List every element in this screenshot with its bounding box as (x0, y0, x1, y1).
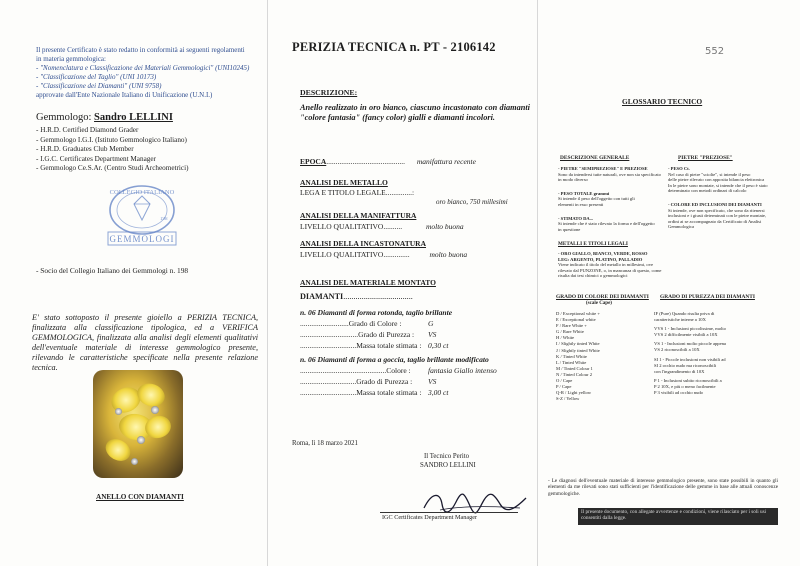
group1-label: ...............................Grado di Purezza : (300, 330, 415, 339)
intro-line: - "Nomenclatura e Classificazione dei Materiali Gemmologici" (UNI10245) (36, 64, 250, 72)
gemmologist-heading (36, 112, 173, 123)
glossary-line: Si intende che è stato rilevato la forma e dell'oggetto (558, 221, 655, 227)
color-grade-row: F / Rare White + (556, 323, 587, 329)
seal-top-text: COLLEGIO ITALIANO (109, 189, 175, 196)
group2-title: n. 06 Diamanti di forma a goccia, taglio brillante modificato (300, 355, 489, 364)
setting-row (300, 250, 467, 259)
color-grade-row: N / Tinted Colour 2 (556, 371, 592, 377)
intro-line: in materia gemmologica: (36, 55, 106, 63)
group2-label: ..............................Grado di Purezza : (300, 377, 413, 386)
group1-value: G (428, 319, 434, 328)
manufacture-sub: LIVELLO QUALITATIVO.......... (300, 222, 403, 231)
setting-sub: LIVELLO QUALITATIVO.............. (300, 250, 410, 259)
group1-title: n. 06 Diamanti di forma rotonda, taglio brillante (300, 308, 453, 317)
color-grade-row: M / Tinted Colour 1 (556, 365, 593, 371)
glossary-line: METALLI E TITOLI LEGALI (558, 241, 628, 248)
color-grade-list (556, 311, 666, 402)
group1-value: VS (428, 330, 437, 339)
purity-grade-row: VVS 1 - Inclusioni piccolissime, molto (654, 326, 726, 332)
glossary-line: rilevato dal PUNZONE, o, in mancanza di questo, come (558, 267, 662, 273)
diamonds-dots: .................................. (343, 292, 413, 301)
gemmologist-name: Sandro LELLINI (94, 112, 173, 123)
group1-label: ..............................Massa totale stimata : (300, 341, 422, 350)
glossary-col1-title: DESCRIZIONE GENERALE (560, 155, 630, 161)
credentials-list (36, 126, 189, 174)
color-grade-row: G / Rare White (556, 329, 584, 335)
group2-value: fantasia Giallo intenso (428, 366, 497, 375)
group1-row (300, 330, 530, 339)
glossary-line: - COLORE ED INCLUSIONI DEI DIAMANTI (668, 201, 762, 207)
collegio-seal-stamp (98, 182, 186, 248)
purity-grade-row: con l'ingrandimento di 10X (654, 368, 705, 374)
signature-caption: IGC Certificates Department Manager (382, 514, 478, 521)
purity-grade-row: P 2 10X, e più o meno facilmente (654, 383, 716, 389)
glossary-line: in modo diverso (558, 177, 588, 183)
glossary-line: Si intende, ove non specificato, che sono da ritenersi (668, 207, 765, 213)
glossary-line: LEG: ARGENTO, PLATINO, PALLADIO (558, 256, 643, 262)
manufacture-value: molto buona (425, 222, 464, 231)
intro-line: Il presente Certificato è stato redatto in conformità ai seguenti regolamenti (36, 46, 245, 54)
glossary-line: Sono da intendersi tutte naturali, ove non sia specificato (558, 171, 661, 177)
glossary-line: determinato con metodi ordinari di calcolo (668, 188, 747, 194)
glossary-col2 (668, 166, 774, 230)
epoch-dots: .......................................... (326, 157, 405, 166)
handwritten-number: 552 (705, 46, 725, 57)
purity-grade-row: VS 2 riconoscibili a 10X (654, 347, 700, 353)
glossary-line: - ORO GIALLO, BIANCO, VERDE, ROSSO (558, 250, 648, 256)
metal-label: ANALISI DEL METALLO (300, 178, 388, 187)
technician-title: Il Tecnico Perito (424, 453, 470, 460)
fold-line-left (267, 0, 268, 566)
metal-value: oro bianco, 750 millesimi (436, 198, 508, 206)
color-grade-row: K / Tinted White (556, 353, 587, 359)
glossary-line: Si intende il peso dell'oggetto con tutti gli (558, 196, 635, 202)
metal-sub: LEGA E TITOLO LEGALE..............: (300, 188, 415, 197)
glossary-line: - PIETRE "SEMIPREZIOSE" E PREZIOSE (558, 166, 648, 171)
group1-row (300, 319, 530, 328)
credential-item: - Gemmologo Ce.S.Ar. (Centro Studi Archeometrici) (36, 164, 189, 173)
color-grade-row: I / Slightly tinted White (556, 341, 600, 347)
description-label: DESCRIZIONE: (300, 88, 358, 97)
description-text: Anello realizzato in oro bianco, ciascuno incastonato con diamanti "colore fantasia" (fancy color) gialli e diamanti incolori. (300, 103, 530, 123)
group2-row (300, 388, 530, 397)
epoch-label: EPOCA (300, 157, 327, 166)
purity-grade-row: SI 2 occhio nudo ma riconoscibili (654, 362, 717, 368)
diamonds-label: DIAMANTI (300, 292, 344, 301)
seal-number: 198 (160, 217, 168, 222)
intro-block (36, 46, 258, 100)
glossary-line: elementi in esso presenti (558, 201, 604, 207)
mounted-label: ANALISI DEL MATERIALE MONTATO (300, 278, 436, 287)
credential-item: - H.R.D. Graduates Club Member (36, 145, 134, 154)
color-grade-title: GRADO DI COLORE DEI DIAMANTI (556, 294, 649, 300)
manufacture-label: ANALISI DELLA MANIFATTURA (300, 211, 417, 220)
glossary-line: - PESO Ct. (668, 166, 690, 171)
glossary-line: - PESO TOTALE grammi (558, 190, 610, 196)
intro-line: approvate dall'Ente Nazionale Italiano di Unificazione (U.N.I.) (36, 91, 213, 99)
glossary-line: risulta dai test chimici o gemmologici (558, 273, 628, 279)
glossary-line: in questione (558, 226, 581, 232)
gemmologist-label: Gemmologo: (36, 112, 92, 123)
group2-label: ..............................................Colore : (300, 366, 411, 375)
statement-paragraph: E' stato sottoposto il presente gioiello a PERIZIA TECNICA, finalizzata alla classificazione tipologica, ed a VERIFICA GEMMOLOGICA, finalizzata alla analisi degli elementi qualitativi dell'eventuale materiale di interesse gemmologico presente, rilevando le caratteristiche specificate nella presente relazione tecnica. (32, 313, 258, 372)
purity-grade-row: caratteristiche interne a 10X (654, 317, 706, 323)
group2-row (300, 377, 530, 386)
intro-line: - "Classificazione del Taglio" (UNI 10173) (36, 73, 157, 81)
glossary-line: ordini ai se accompagnato da Certificato di Analisi (668, 218, 762, 224)
purity-grade-title: GRADO DI PUREZZA DEI DIAMANTI (660, 294, 755, 300)
group1-value: 0,30 ct (428, 341, 449, 350)
purity-grade-row: VS 1 - Inclusioni molto piccole appena (654, 341, 726, 347)
group1-label: ..........................Grado di Colore : (300, 319, 402, 328)
glossary-line: Nel caso di pietre "sciolte", si intende il peso (668, 171, 751, 177)
group2-label: ..............................Massa totale stimata : (300, 388, 422, 397)
color-grade-row: J / Slightly tinted White (556, 347, 600, 353)
purity-grade-row: P 1 - Inclusioni subito riconoscibili a (654, 377, 722, 383)
color-grade-row: S-Z / Yellow (556, 396, 580, 402)
color-grade-row: D / Exceptional white + (556, 311, 600, 316)
purity-grade-row: IF (Pure) Quando risulta priva di (654, 311, 715, 316)
glossary-col1 (558, 166, 666, 279)
color-grade-row: H / White (556, 335, 575, 341)
group2-value: VS (428, 377, 437, 386)
diamonds-row (300, 292, 413, 301)
credential-item: - H.R.D. Certified Diamond Grader (36, 126, 139, 134)
place-date: Roma, lì 18 marzo 2021 (292, 440, 358, 447)
technician-name: SANDRO LELLINI (420, 462, 476, 469)
fold-line-right (537, 0, 538, 566)
color-grade-row: L / Tinted White (556, 359, 587, 365)
purity-grade-row: SI 1 - Piccole inclusioni non visibili ad (654, 356, 726, 362)
report-title: PERIZIA TECNICA n. PT - 2106142 (292, 40, 496, 54)
group2-row (300, 366, 530, 375)
glossary-line: delle pietre rilevato con apposita bilancia elettronica (668, 177, 765, 183)
credential-item: - I.G.C. Certificates Department Manager (36, 154, 156, 163)
manufacture-row (300, 222, 464, 231)
group2-value: 3,00 ct (428, 388, 449, 397)
purity-grade-row: VVS 2 difficilmente visibili a 10X (654, 332, 718, 338)
color-grade-row: Q-R / Light yellow (556, 390, 592, 396)
signature-line (380, 512, 518, 513)
diagnosis-footnote: - Le diagnosi dell'eventuale materiale di interesse gemmologico presente, sono state possibili in quanto gli elementi da me rilevati sono stati sufficienti per l'identificazione delle gemme in base alle attuali conoscenze gemmologiche. (548, 478, 778, 497)
ring-photo (93, 370, 183, 478)
glossary-line: Gemmologica (668, 224, 695, 230)
member-line: - Socio del Collegio Italiano dei Gemmologi n. 198 (36, 266, 189, 275)
purity-grade-list (654, 311, 776, 396)
color-grade-sub: (scale Cape) (586, 301, 612, 306)
purity-grade-row: P 3 visibili ad occhio nudo (654, 390, 703, 396)
glossary-title: GLOSSARIO TECNICO (622, 97, 703, 106)
color-grade-row: O / Cape (556, 378, 573, 384)
glossary-line: inclusioni e i giusti determinati con le pietre montate, (668, 213, 767, 219)
intro-line: - "Classificazione dei Diamanti" (UNI 9758) (36, 82, 162, 90)
glossary-line: Viene indicato il titolo del metallo in millesimi, ove (558, 262, 654, 268)
legal-note-bar: Il presente documento, con allegate avvertenze e condizioni, viene rilasciato per i soli usi consentiti dalla legge. (578, 508, 778, 525)
credential-item: - Gemmologo I.G.I. (Istituto Gemmologico Italiano) (36, 135, 187, 144)
glossary-col2-title: PIETRE "PREZIOSE" (678, 155, 733, 161)
color-grade-row: E / Exceptional white (556, 317, 596, 323)
seal-bottom-text: GEMMOLOGI (109, 234, 175, 244)
epoch-row (300, 157, 476, 166)
epoch-value: manifattura recente (416, 157, 476, 166)
glossary-line: In le pietre sono montate, si intende che il peso è stato (668, 182, 768, 188)
color-grade-row: P / Cape (556, 384, 572, 390)
group1-row (300, 341, 530, 350)
setting-label: ANALISI DELLA INCASTONATURA (300, 239, 427, 248)
setting-value: molto buona (429, 250, 468, 259)
glossary-line: - STIMATO DA... (558, 215, 594, 221)
photo-caption: ANELLO CON DIAMANTI (96, 493, 184, 501)
